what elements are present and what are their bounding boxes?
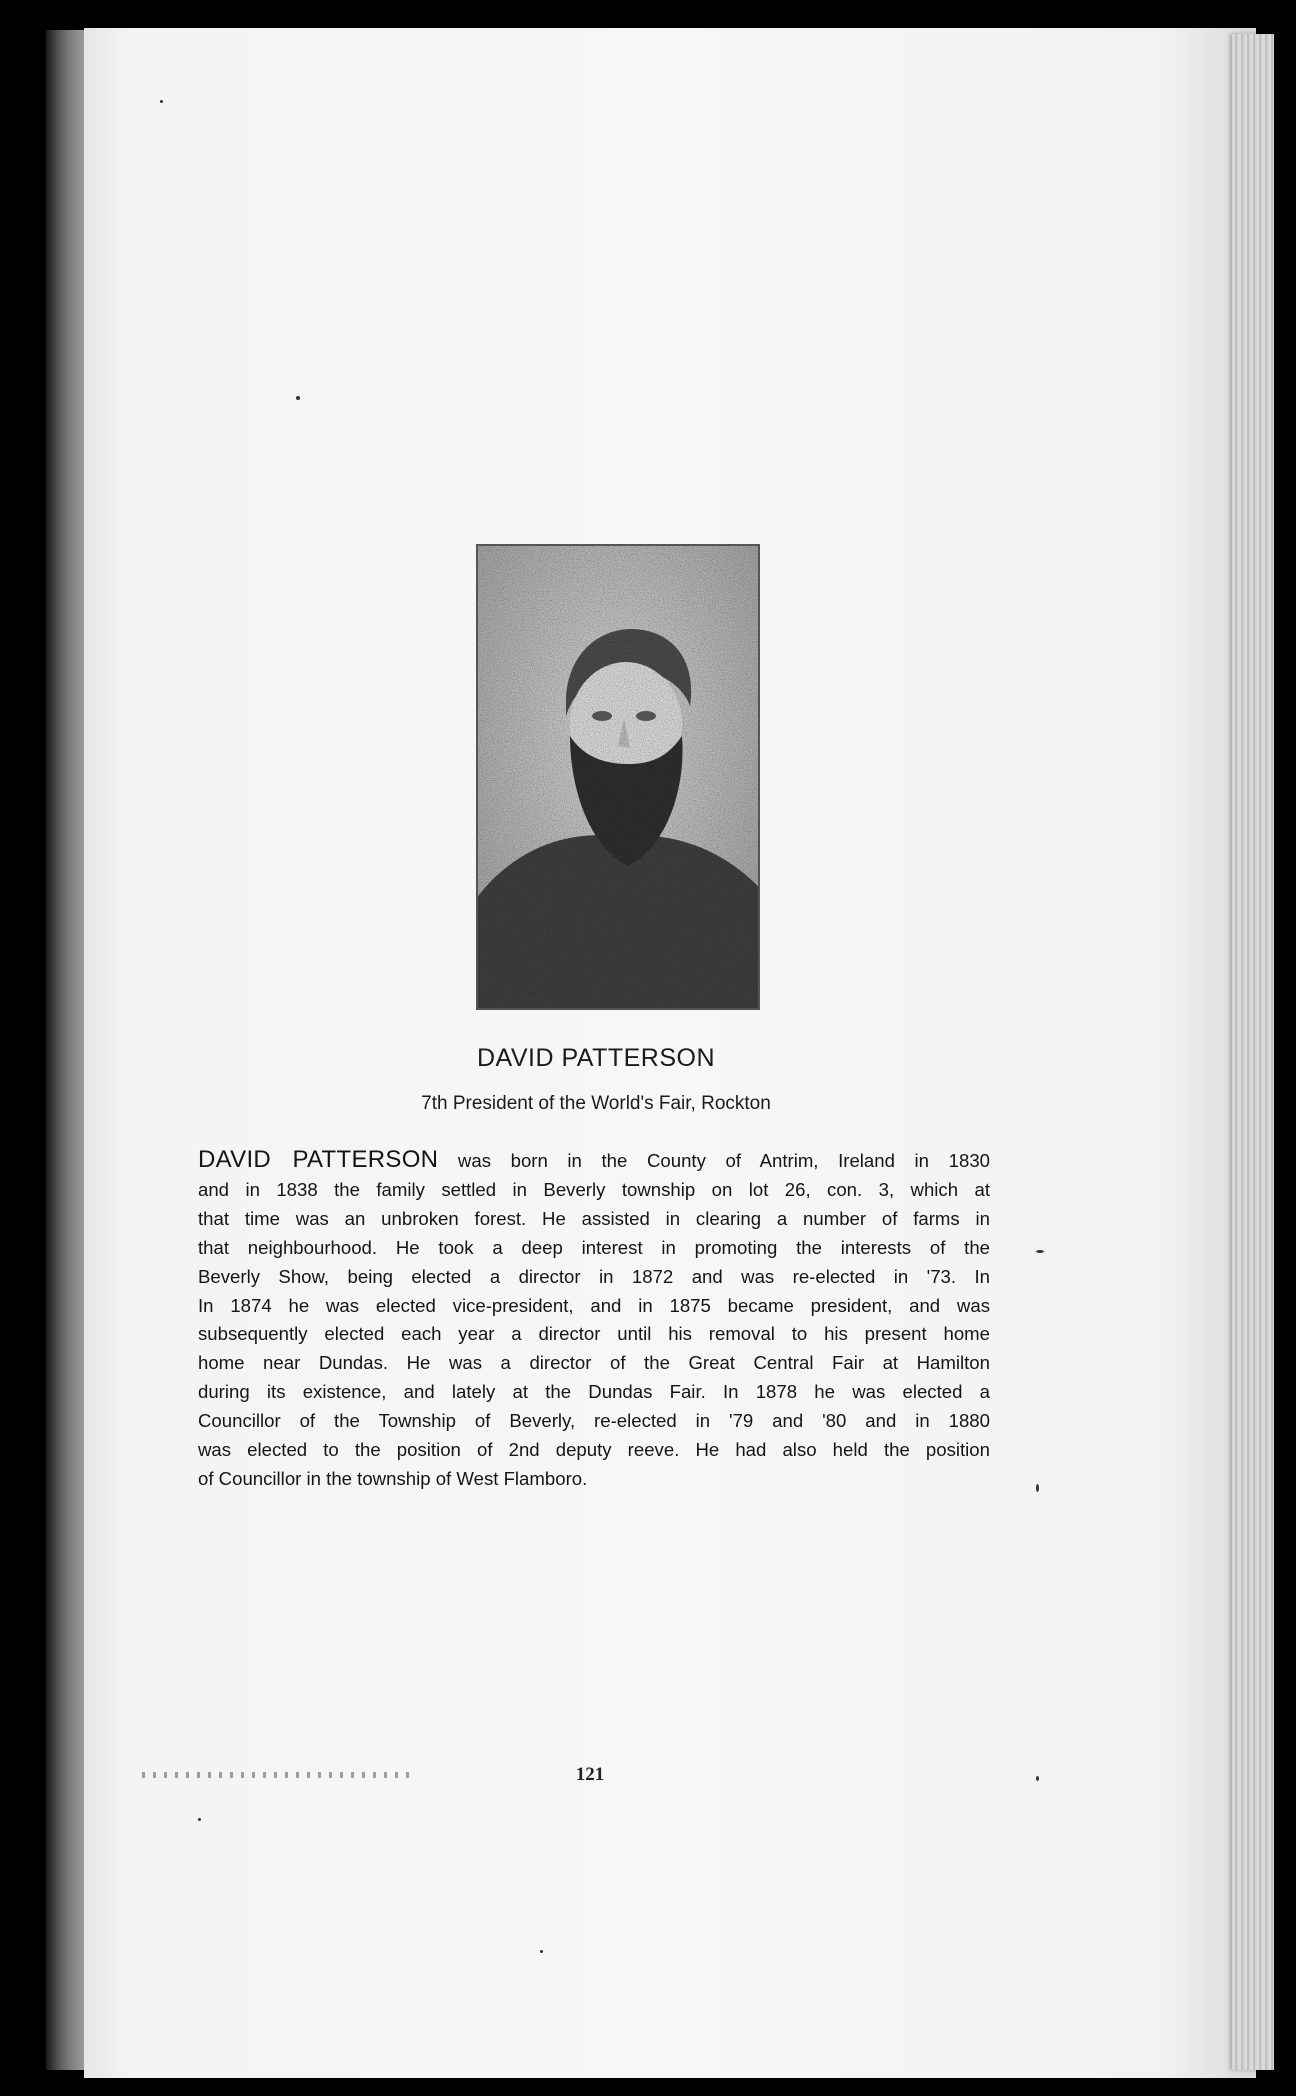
scan-speck: [296, 396, 300, 400]
footer-scan-marks: [142, 1772, 412, 1778]
person-name-heading: DAVID PATTERSON: [476, 1044, 716, 1072]
bio-line: Beverly Show, being elected a director in 1872 and was re-elected in '73. In: [198, 1265, 990, 1287]
bio-line: home near Dundas. He was a director of the Great Central Fair at Hamilton: [198, 1352, 990, 1374]
bio-line: [198, 1146, 990, 1176]
bio-line: Councillor of the Township of Beverly, re-elected in '79 and '80 and in 1880: [198, 1410, 990, 1432]
bio-line: and in 1838 the family settled in Beverly township on lot 26, con. 3, which at: [198, 1178, 990, 1200]
scan-speck: [540, 1950, 543, 1953]
page-stack-edge: [1232, 34, 1274, 2070]
person-title-subheading: 7th President of the World's Fair, Rockton: [421, 1093, 771, 1114]
bio-line-text: was born in the County of Antrim, Ireland in 1830: [438, 1150, 991, 1171]
page-number: 121: [575, 1764, 605, 1785]
bio-line: In 1874 he was elected vice-president, and in 1875 became president, and was: [198, 1294, 990, 1316]
bio-lead-name: DAVID PATTERSON: [198, 1146, 439, 1173]
bio-line: subsequently elected each year a director until his removal to his present home: [198, 1323, 990, 1345]
portrait-photograph: [476, 544, 760, 1010]
scan-speck: [1036, 1250, 1044, 1253]
bio-line: that neighbourhood. He took a deep interest in promoting the interests of the: [198, 1236, 990, 1258]
scan-speck: [1036, 1484, 1039, 1492]
scan-speck: [198, 1818, 201, 1821]
bio-line: was elected to the position of 2nd deputy reeve. He had also held the position: [198, 1439, 990, 1461]
scan-speck: [160, 100, 163, 103]
bio-line: of Councillor in the township of West Flamboro.: [198, 1467, 588, 1489]
bio-line: that time was an unbroken forest. He assisted in clearing a number of farms in: [198, 1207, 990, 1229]
biography-paragraph: [198, 1146, 990, 1494]
scan-speck: [1036, 1776, 1039, 1781]
bio-line: during its existence, and lately at the Dundas Fair. In 1878 he was elected a: [198, 1381, 990, 1403]
